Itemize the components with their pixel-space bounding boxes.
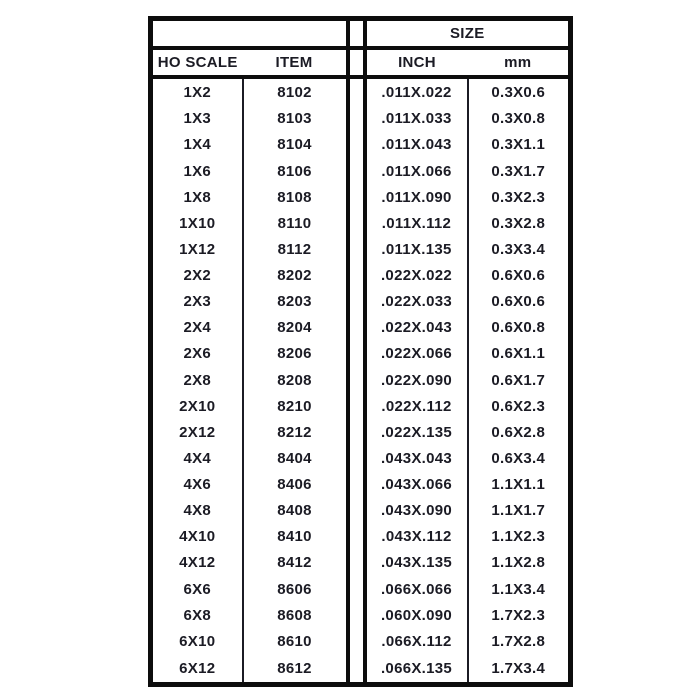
cell-item: 8410: [277, 528, 312, 546]
table-row: [151, 471, 571, 497]
cell-inch: .043X.112: [365, 524, 468, 550]
cell-mm: 0.6X1.1: [491, 345, 546, 363]
table-row: [151, 315, 571, 341]
column-spacer: [348, 524, 365, 550]
table-row: [151, 445, 571, 471]
column-spacer: [348, 628, 365, 654]
cell-ho-scale: 4X8: [151, 498, 243, 524]
cell-item: 8208: [277, 371, 312, 389]
column-spacer: [348, 106, 365, 132]
cell-inch: .011X.043: [365, 132, 468, 158]
cell-item: 8408: [277, 502, 312, 520]
cell-inch: .066X.135: [365, 654, 468, 684]
column-spacer: [348, 77, 365, 106]
col-header-inch: INCH: [365, 48, 468, 77]
col-header-item: ITEM: [243, 48, 348, 77]
column-spacer: [348, 236, 365, 262]
cell-inch: .011X.135: [365, 236, 468, 262]
table-row: [151, 158, 571, 184]
cell-mm: 0.6X0.6: [491, 267, 546, 285]
cell-ho-scale: 2X2: [151, 262, 243, 288]
cell-mm: 1.1X2.8: [491, 554, 546, 572]
cell-mm: 0.6X2.3: [491, 397, 546, 415]
cell-ho-scale: 2X6: [151, 341, 243, 367]
column-spacer: [348, 262, 365, 288]
column-spacer: [348, 158, 365, 184]
table-row: [151, 419, 571, 445]
cell-ho-scale: 1X12: [151, 236, 243, 262]
table-row: [151, 132, 571, 158]
cell-ho-scale: 1X8: [151, 184, 243, 210]
cell-mm: 0.3X1.1: [491, 136, 546, 154]
cell-inch: .060X.090: [365, 602, 468, 628]
table-row: [151, 77, 571, 106]
table-row: [151, 602, 571, 628]
cell-mm: 0.3X1.7: [491, 162, 546, 180]
column-spacer: [348, 48, 365, 77]
column-spacer: [348, 315, 365, 341]
cell-mm: 1.7X3.4: [491, 659, 546, 677]
cell-ho-scale: 6X6: [151, 576, 243, 602]
cell-mm: 1.1X2.3: [491, 528, 546, 546]
cell-mm: 0.6X1.7: [491, 371, 546, 389]
column-spacer: [348, 393, 365, 419]
table-row: [151, 236, 571, 262]
col-header-mm: mm: [468, 48, 571, 77]
column-header-row: [151, 48, 571, 77]
cell-inch: .011X.022: [365, 77, 468, 106]
cell-inch: .022X.135: [365, 419, 468, 445]
cell-inch: .022X.066: [365, 341, 468, 367]
table-row: [151, 498, 571, 524]
cell-item: 8104: [277, 136, 312, 154]
cell-mm: 0.3X2.8: [491, 214, 546, 232]
cell-inch: .066X.112: [365, 628, 468, 654]
cell-item: 8102: [277, 83, 312, 101]
cell-inch: .043X.043: [365, 445, 468, 471]
cell-mm: 1.7X2.8: [491, 632, 546, 650]
cell-ho-scale: 2X3: [151, 289, 243, 315]
spec-table: [148, 16, 568, 687]
cell-ho-scale: 2X8: [151, 367, 243, 393]
table-row: [151, 289, 571, 315]
cell-mm: 0.6X0.6: [491, 293, 546, 311]
table-row: [151, 341, 571, 367]
cell-item: 8204: [277, 319, 312, 337]
cell-item: 8103: [277, 110, 312, 128]
cell-ho-scale: 4X6: [151, 471, 243, 497]
cell-ho-scale: 1X4: [151, 132, 243, 158]
table-row: [151, 628, 571, 654]
cell-ho-scale: 1X6: [151, 158, 243, 184]
cell-item: 8112: [277, 240, 312, 258]
table-row: [151, 210, 571, 236]
column-spacer: [348, 445, 365, 471]
cell-ho-scale: 4X4: [151, 445, 243, 471]
cell-inch: .022X.033: [365, 289, 468, 315]
column-spacer: [348, 419, 365, 445]
cell-inch: .011X.090: [365, 184, 468, 210]
cell-ho-scale: 4X10: [151, 524, 243, 550]
cell-ho-scale: 6X8: [151, 602, 243, 628]
size-group-header: SIZE: [365, 19, 571, 48]
cell-item: 8206: [277, 345, 312, 363]
cell-item: 8404: [277, 449, 312, 467]
cell-item: 8110: [277, 214, 312, 232]
cell-item: 8203: [277, 293, 312, 311]
cell-item: 8210: [277, 397, 312, 415]
column-spacer: [348, 471, 365, 497]
cell-inch: .011X.066: [365, 158, 468, 184]
cell-mm: 1.1X1.1: [491, 476, 546, 494]
cell-item: 8212: [277, 423, 312, 441]
table-row: [151, 524, 571, 550]
cell-item: 8406: [277, 476, 312, 494]
cell-mm: 1.1X1.7: [491, 502, 546, 520]
cell-item: 8108: [277, 188, 312, 206]
cell-ho-scale: 1X3: [151, 106, 243, 132]
cell-mm: 0.6X3.4: [491, 449, 546, 467]
column-spacer: [348, 654, 365, 684]
cell-ho-scale: 6X10: [151, 628, 243, 654]
cell-mm: 0.3X0.8: [491, 110, 546, 128]
cell-ho-scale: 6X12: [151, 654, 243, 684]
cell-mm: 1.1X3.4: [491, 580, 546, 598]
column-spacer: [348, 367, 365, 393]
cell-item: 8612: [277, 659, 312, 677]
cell-item: 8106: [277, 162, 312, 180]
cell-inch: .011X.112: [365, 210, 468, 236]
cell-mm: 1.7X2.3: [491, 606, 546, 624]
ho-scale-size-table: [148, 16, 573, 687]
cell-ho-scale: 4X12: [151, 550, 243, 576]
cell-inch: .043X.090: [365, 498, 468, 524]
cell-inch: .022X.090: [365, 367, 468, 393]
column-spacer: [348, 19, 365, 48]
column-spacer: [348, 184, 365, 210]
cell-mm: 0.3X0.6: [491, 83, 546, 101]
cell-item: 8606: [277, 580, 312, 598]
cell-inch: .022X.112: [365, 393, 468, 419]
cell-item: 8608: [277, 606, 312, 624]
cell-ho-scale: 2X10: [151, 393, 243, 419]
table-row: [151, 550, 571, 576]
cell-item: 8202: [277, 267, 312, 285]
cell-inch: .043X.135: [365, 550, 468, 576]
col-header-ho-scale: HO SCALE: [151, 48, 243, 77]
cell-ho-scale: 2X12: [151, 419, 243, 445]
table-row: [151, 576, 571, 602]
table-row: [151, 106, 571, 132]
cell-ho-scale: 1X10: [151, 210, 243, 236]
cell-inch: .066X.066: [365, 576, 468, 602]
cell-item: 8610: [277, 632, 312, 650]
cell-inch: .011X.033: [365, 106, 468, 132]
cell-mm: 0.3X3.4: [491, 240, 546, 258]
table-row: [151, 184, 571, 210]
cell-ho-scale: 1X2: [151, 77, 243, 106]
table-row: [151, 393, 571, 419]
column-spacer: [348, 576, 365, 602]
table-row: [151, 367, 571, 393]
cell-inch: .022X.043: [365, 315, 468, 341]
column-spacer: [348, 550, 365, 576]
header-empty-cell: [151, 19, 348, 48]
cell-mm: 0.6X0.8: [491, 319, 546, 337]
cell-ho-scale: 2X4: [151, 315, 243, 341]
column-spacer: [348, 341, 365, 367]
column-spacer: [348, 210, 365, 236]
cell-mm: 0.6X2.8: [491, 423, 546, 441]
table-row: [151, 654, 571, 684]
column-spacer: [348, 602, 365, 628]
column-spacer: [348, 132, 365, 158]
cell-mm: 0.3X2.3: [491, 188, 546, 206]
table-row: [151, 262, 571, 288]
cell-item: 8412: [277, 554, 312, 572]
column-spacer: [348, 498, 365, 524]
group-header-row: [151, 19, 571, 48]
cell-inch: .043X.066: [365, 471, 468, 497]
cell-inch: .022X.022: [365, 262, 468, 288]
column-spacer: [348, 289, 365, 315]
